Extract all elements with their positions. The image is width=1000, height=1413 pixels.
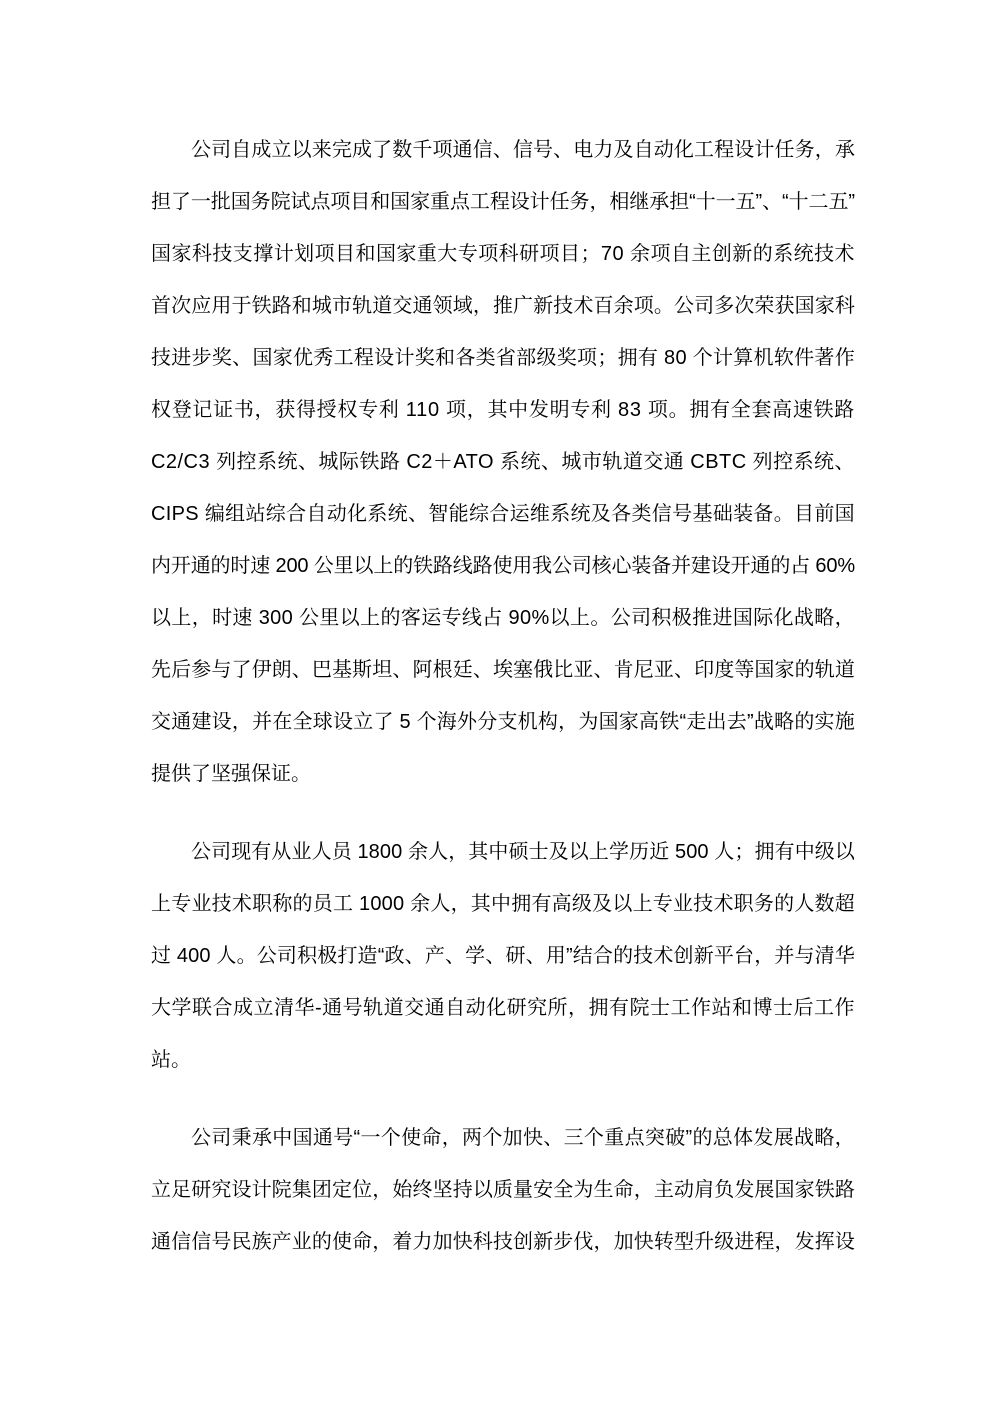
text-line xyxy=(151,1216,855,1268)
paragraph xyxy=(151,124,855,800)
text-line-content: C2/C3 列控系统、城际铁路 C2＋ATO 系统、城市轨道交通 CBTC 列控系统、 xyxy=(151,451,855,473)
text-line-content: 权登记证书，获得授权专利 110 项，其中发明专利 83 项。拥有全套高速铁路 xyxy=(151,399,855,421)
text-line-content: 大学联合成立清华-通号轨道交通自动化研究所，拥有院士工作站和博士后工作 xyxy=(151,997,855,1019)
text-line-content: 内开通的时速 200 公里以上的铁路线路使用我公司核心装备并建设开通的占 60% xyxy=(151,555,855,577)
text-line-content: 技进步奖、国家优秀工程设计奖和各类省部级奖项；拥有 80 个计算机软件著作 xyxy=(151,347,855,369)
text-line xyxy=(151,982,855,1034)
text-line xyxy=(151,748,855,800)
text-line xyxy=(151,878,855,930)
text-line-content: 通信信号民族产业的使命，着力加快科技创新步伐，加快转型升级进程，发挥设 xyxy=(151,1231,855,1253)
text-line-content: 上专业技术职称的员工 1000 余人，其中拥有高级及以上专业技术职务的人数超 xyxy=(151,893,855,915)
text-line-content: 首次应用于铁路和城市轨道交通领域，推广新技术百余项。公司多次荣获国家科 xyxy=(151,295,855,317)
text-line xyxy=(151,436,855,488)
text-line xyxy=(151,644,855,696)
text-line xyxy=(151,592,855,644)
text-line xyxy=(151,930,855,982)
text-line-content: 以上，时速 300 公里以上的客运专线占 90%以上。公司积极推进国际化战略， xyxy=(151,607,855,629)
text-line xyxy=(151,176,855,228)
text-line-content: 立足研究设计院集团定位，始终坚持以质量安全为生命，主动肩负发展国家铁路 xyxy=(151,1179,855,1201)
text-line xyxy=(151,384,855,436)
text-line-content: 站。 xyxy=(151,1049,191,1071)
text-line xyxy=(151,826,855,878)
text-line xyxy=(151,1034,855,1086)
text-line-content: 交通建设，并在全球设立了 5 个海外分支机构，为国家高铁“走出去”战略的实施 xyxy=(151,711,855,733)
text-line xyxy=(151,488,855,540)
text-line-content: CIPS 编组站综合自动化系统、智能综合运维系统及各类信号基础装备。目前国 xyxy=(151,503,855,525)
text-line-content: 过 400 人。公司积极打造“政、产、学、研、用”结合的技术创新平台，并与清华 xyxy=(151,945,855,967)
text-line xyxy=(151,228,855,280)
text-line xyxy=(151,696,855,748)
text-line xyxy=(151,124,855,176)
text-line xyxy=(151,332,855,384)
text-line-content: 公司自成立以来完成了数千项通信、信号、电力及自动化工程设计任务，承 xyxy=(191,139,855,161)
text-line-content: 提供了坚强保证。 xyxy=(151,763,311,785)
text-line xyxy=(151,280,855,332)
paragraph xyxy=(151,1112,855,1268)
text-line-content: 担了一批国务院试点项目和国家重点工程设计任务，相继承担“十一五”、“十二五” xyxy=(151,191,855,213)
text-line-content: 国家科技支撑计划项目和国家重大专项科研项目；70 余项自主创新的系统技术 xyxy=(151,243,855,265)
paragraph xyxy=(151,826,855,1086)
text-line xyxy=(151,1112,855,1164)
text-line xyxy=(151,1164,855,1216)
text-line xyxy=(151,540,855,592)
text-line-content: 先后参与了伊朗、巴基斯坦、阿根廷、埃塞俄比亚、肯尼亚、印度等国家的轨道 xyxy=(151,659,855,681)
text-line-content: 公司秉承中国通号“一个使命，两个加快、三个重点突破”的总体发展战略， xyxy=(191,1127,855,1149)
text-line-content: 公司现有从业人员 1800 余人，其中硕士及以上学历近 500 人；拥有中级以 xyxy=(191,841,855,863)
document-body xyxy=(151,124,855,1268)
